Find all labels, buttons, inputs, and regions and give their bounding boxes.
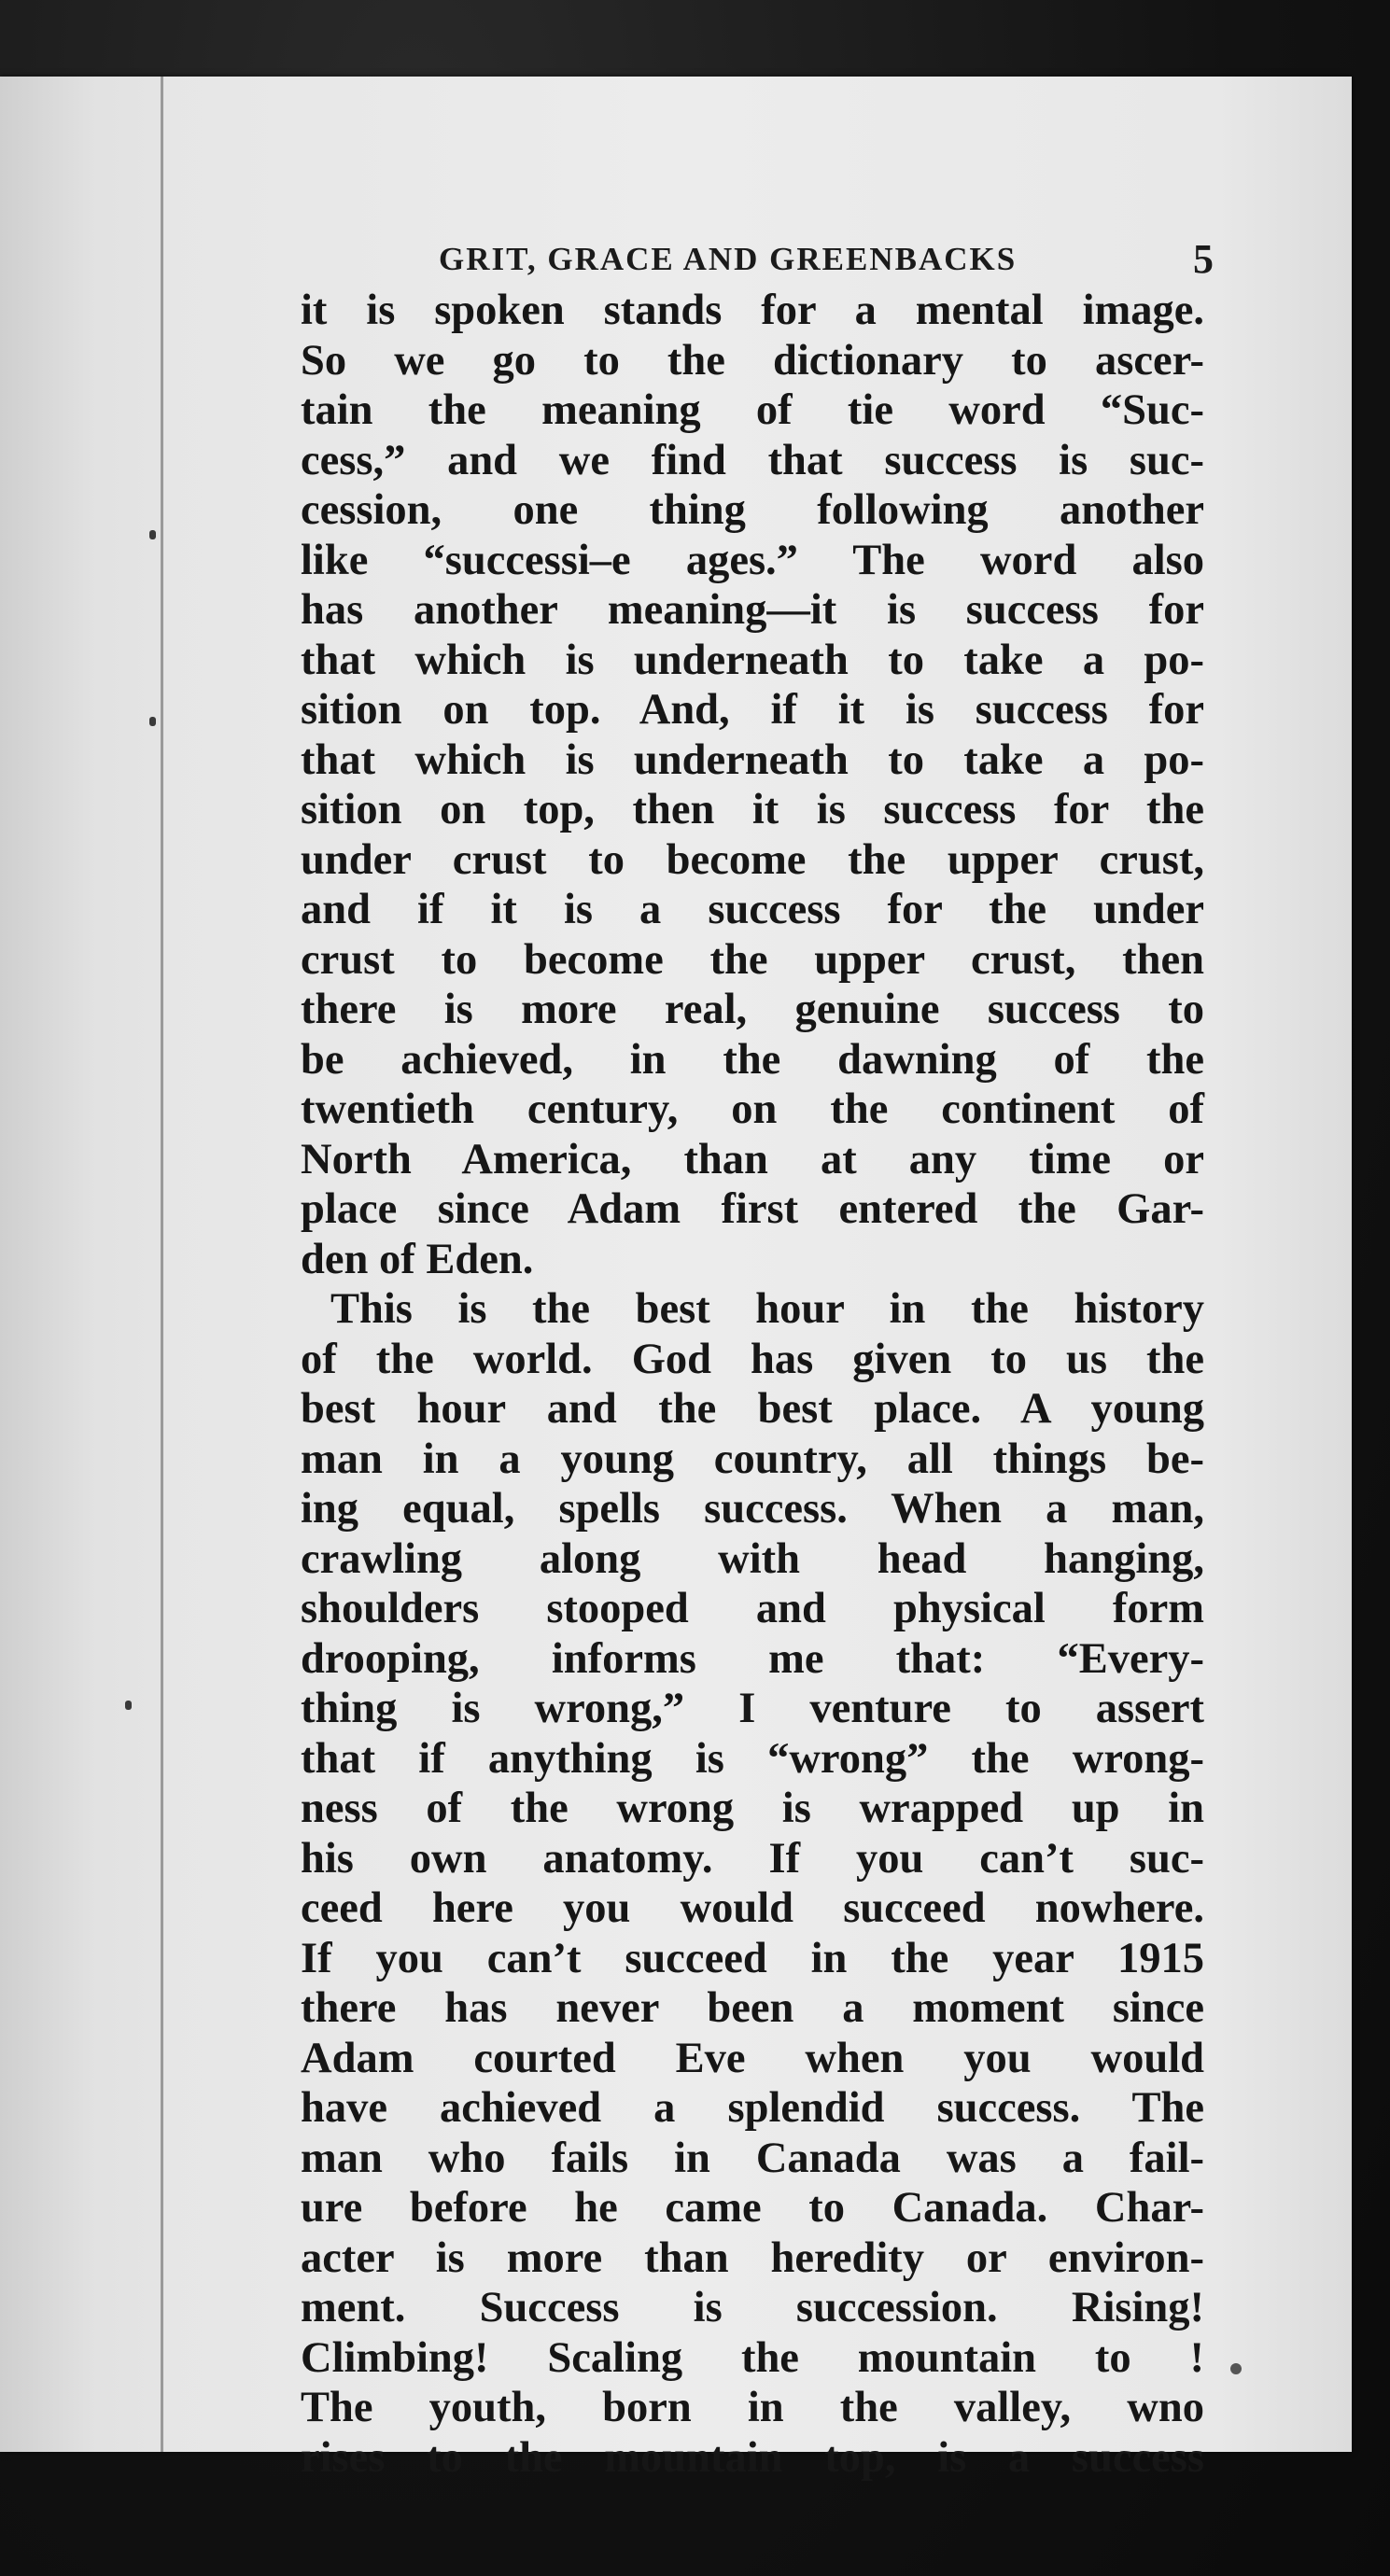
page-left-margin [0, 77, 161, 2452]
scan-speck [1230, 2363, 1242, 2374]
text-line: shoulders stooped and physical form [301, 1585, 1204, 1632]
text-line: crust to become the upper crust, then [301, 935, 1204, 984]
text-line: and if it is a success for the under [301, 886, 1204, 933]
text-line: ment. Success is succession. Rising! [301, 2284, 1204, 2331]
page-number: 5 [1193, 236, 1214, 282]
text-line: rises to the mountain top, is a success [301, 2433, 1204, 2482]
text-line: man who fails in Canada was a fail- [301, 2134, 1204, 2182]
text-line: place since Adam first entered the Gar- [301, 1185, 1204, 1233]
text-line: cession, one thing following another [301, 486, 1204, 534]
text-line: his own anatomy. If you can’t suc- [301, 1834, 1204, 1883]
text-line: tain the meaning of tie word “Suc- [301, 386, 1204, 434]
text-line: man in a young country, all things be- [301, 1435, 1204, 1483]
text-line: it is spoken stands for a mental image. [301, 287, 1204, 334]
text-line: cess,” and we find that success is suc- [301, 436, 1204, 484]
text-line: sition on top. And, if it is success for [301, 686, 1204, 734]
text-line: there has never been a moment since [301, 1984, 1204, 2032]
text-line: The youth, born in the valley, wno [301, 2384, 1204, 2431]
gutter-mark [149, 717, 156, 726]
text-line: twentieth century, on the continent of [301, 1085, 1204, 1133]
text-line: This is the best hour in the history [330, 1285, 1204, 1333]
text-line: under crust to become the upper crust, [301, 835, 1204, 884]
text-line: has another meaning—it is success for [301, 586, 1204, 634]
text-line: ing equal, spells success. When a man, [301, 1485, 1204, 1533]
text-line: So we go to the dictionary to ascer- [301, 336, 1204, 385]
text-line: have achieved a splendid success. The [301, 2084, 1204, 2132]
text-line: Climbing! Scaling the mountain to ! [301, 2333, 1204, 2382]
text-line: ure before he came to Canada. Char- [301, 2184, 1204, 2232]
body-text [301, 286, 1204, 2483]
running-head: GRIT, GRACE AND GREENBACKS [439, 241, 1018, 277]
gutter-line [161, 77, 163, 2452]
text-line: there is more real, genuine success to [301, 986, 1204, 1033]
text-line: sition on top, then it is success for the [301, 786, 1204, 833]
text-line: Adam courted Eve when you would [301, 2034, 1204, 2082]
text-line: like “successi–e ages.” The word also [301, 536, 1204, 584]
text-line: best hour and the best place. A young [301, 1385, 1204, 1433]
gutter-mark [125, 1701, 132, 1710]
text-line: thing is wrong,” I venture to assert [301, 1685, 1204, 1732]
text-line: that which is underneath to take a po- [301, 735, 1204, 784]
page-header [439, 236, 1214, 287]
text-line: If you can’t succeed in the year 1915 [301, 1934, 1204, 1982]
text-line: drooping, informs me that: “Every- [301, 1634, 1204, 1683]
text-line: be achieved, in the dawning of the [301, 1035, 1204, 1084]
text-line: North America, than at any time or [301, 1135, 1204, 1183]
text-line: acter is more than heredity or environ- [301, 2233, 1204, 2282]
text-line: that which is underneath to take a po- [301, 636, 1204, 684]
text-line: ness of the wrong is wrapped up in [301, 1785, 1204, 1832]
text-line: that if anything is “wrong” the wrong- [301, 1734, 1204, 1783]
text-line: den of Eden. [301, 1235, 534, 1283]
gutter-mark [149, 530, 156, 539]
text-line: of the world. God has given to us the [301, 1335, 1204, 1383]
text-line: ceed here you would succeed nowhere. [301, 1884, 1204, 1932]
text-line: crawling along with head hanging, [301, 1534, 1204, 1583]
